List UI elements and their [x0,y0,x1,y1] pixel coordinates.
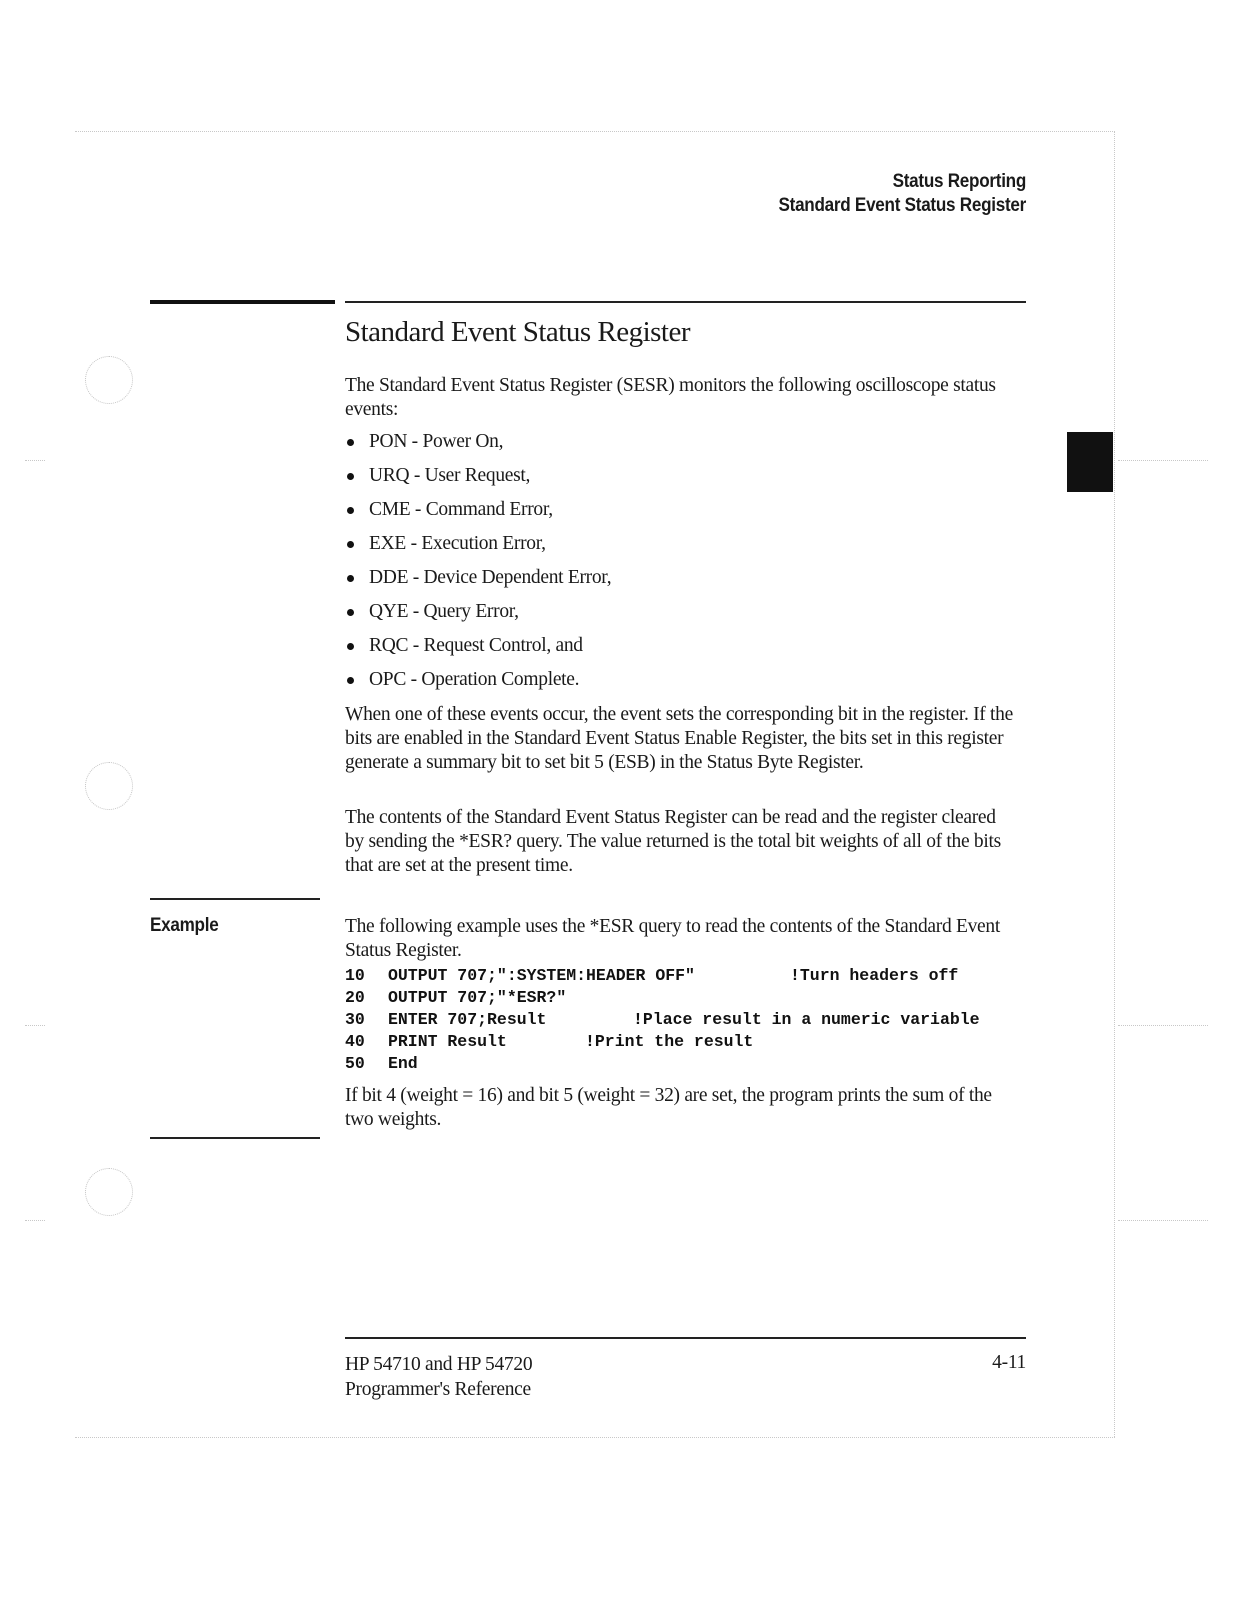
line-number: 50 [345,1054,365,1073]
code-command: ENTER 707;Result [388,1010,547,1029]
example-intro-text: The following example uses the *ESR query to read the contents of the Standard Event Status Register. [345,916,1000,961]
intro-paragraph [345,374,1015,422]
chapter-tab-marker [1067,432,1113,492]
header-section: Status Reporting [892,171,1026,192]
code-line [345,987,980,1009]
scan-edge-top [75,131,1115,132]
scan-mark [25,1220,45,1221]
list-item: OPC - Operation Complete. [345,668,611,702]
list-item: DDE - Device Dependent Error, [345,566,611,600]
example-end-rule [150,1137,320,1139]
page-number: 4-11 [992,1352,1026,1373]
binder-hole [85,1168,133,1216]
paragraph-text: The contents of the Standard Event Status Register can be read and the register cleared by sending the *ESR? query. The value returned is the total bit weights of all of the bits that are set at the present time. [345,807,1001,876]
code-line [345,1053,980,1075]
paragraph-esr-query [345,806,1015,878]
list-item: PON - Power On, [345,430,611,464]
code-block [345,965,980,1075]
example-outro [345,1084,1015,1132]
event-list [345,430,611,702]
binder-hole [85,356,133,404]
example-label: Example [150,915,219,936]
scan-edge-bottom [75,1437,1115,1438]
code-comment: !Turn headers off [790,966,959,985]
scan-edge-right [1114,131,1115,1437]
code-line [345,965,980,987]
footer-line1: HP 54710 and HP 54720 [345,1354,533,1375]
example-intro [345,915,1015,963]
paragraph-event-bits [345,703,1015,775]
code-command: OUTPUT 707;"*ESR?" [388,988,567,1007]
line-number: 20 [345,988,365,1007]
code-comment: !Place result in a numeric variable [633,1010,980,1029]
binder-hole [85,762,133,810]
code-command: End [388,1054,418,1073]
footer-line2: Programmer's Reference [345,1379,531,1400]
code-line [345,1009,980,1031]
code-command: PRINT Result [388,1032,507,1051]
scan-mark [25,460,45,461]
intro-text: The Standard Event Status Register (SESR) monitors the following oscilloscope status events: [345,375,996,420]
code-command: OUTPUT 707;":SYSTEM:HEADER OFF" [388,966,695,985]
footer-rule [345,1337,1026,1339]
line-number: 30 [345,1010,365,1029]
code-line [345,1031,980,1053]
scan-mark [1118,460,1208,461]
scan-mark [1118,1025,1208,1026]
footer-title [345,1352,532,1402]
code-comment: !Print the result [585,1032,754,1051]
scan-mark [25,1025,45,1026]
left-rule-top [150,300,335,304]
list-item: EXE - Execution Error, [345,532,611,566]
list-item: QYE - Query Error, [345,600,611,634]
page-title: Standard Event Status Register [345,316,691,348]
list-item: URQ - User Request, [345,464,611,498]
scan-mark [1118,1220,1208,1221]
example-outro-text: If bit 4 (weight = 16) and bit 5 (weight = 32) are set, the program prints the sum of the two weights. [345,1085,992,1130]
header-subsection: Standard Event Status Register [778,195,1026,216]
list-item: CME - Command Error, [345,498,611,532]
running-header [751,170,1026,218]
example-rule [150,898,320,900]
main-rule-top [345,301,1026,303]
list-item: RQC - Request Control, and [345,634,611,668]
paragraph-text: When one of these events occur, the event sets the corresponding bit in the register. If the bits are enabled in the Standard Event Status Enable Register, the bits set in this register generate a summary bit to set bit 5 (ESB) in the Status Byte Register. [345,704,1013,773]
line-number: 40 [345,1032,365,1051]
line-number: 10 [345,966,365,985]
